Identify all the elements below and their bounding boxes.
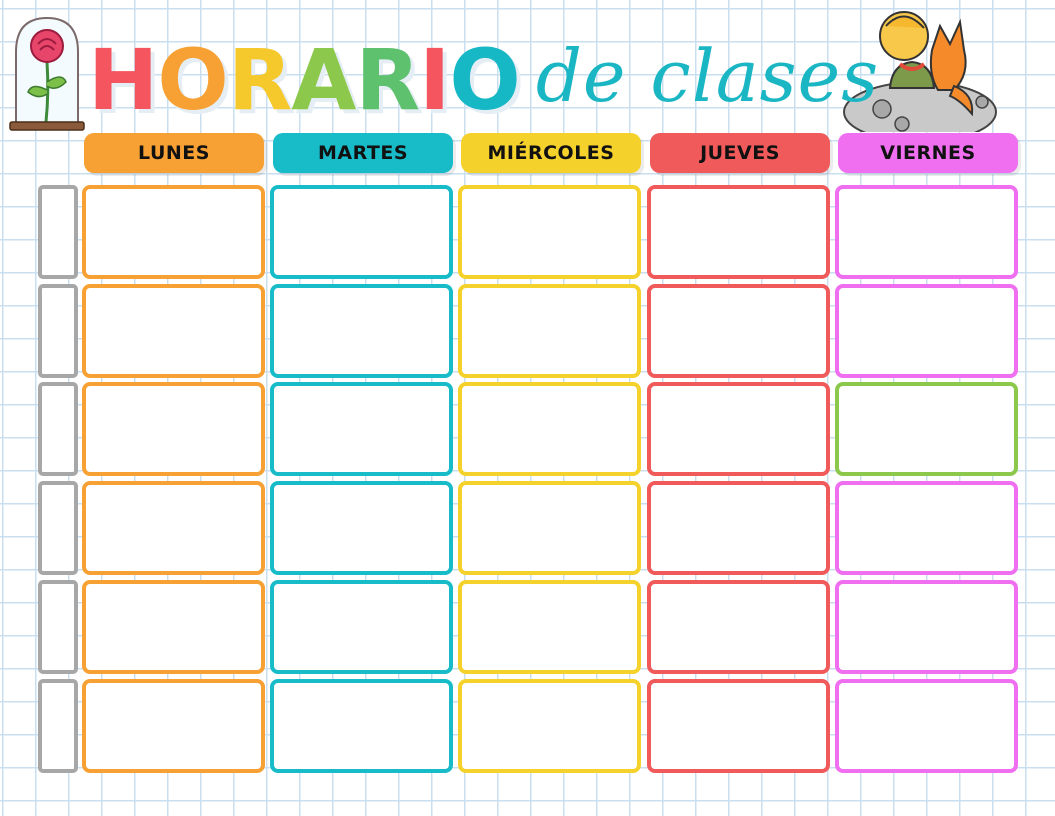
time-slot-4[interactable] bbox=[38, 481, 78, 575]
day-header-martes: MARTES bbox=[273, 133, 453, 173]
class-cell-lunes-2[interactable] bbox=[82, 284, 265, 378]
time-slot-5[interactable] bbox=[38, 580, 78, 674]
class-cell-lunes-3[interactable] bbox=[82, 382, 265, 476]
class-cell-jueves-5[interactable] bbox=[647, 580, 830, 674]
title-letter: A bbox=[291, 31, 356, 129]
class-cell-miercoles-5[interactable] bbox=[458, 580, 641, 674]
class-cell-martes-2[interactable] bbox=[270, 284, 453, 378]
title-subtitle: de clases bbox=[535, 34, 880, 118]
title-letter: R bbox=[355, 31, 420, 129]
class-cell-martes-5[interactable] bbox=[270, 580, 453, 674]
class-cell-martes-6[interactable] bbox=[270, 679, 453, 773]
class-cell-lunes-5[interactable] bbox=[82, 580, 265, 674]
class-cell-martes-3[interactable] bbox=[270, 382, 453, 476]
class-cell-viernes-3[interactable] bbox=[835, 382, 1018, 476]
class-cell-miercoles-3[interactable] bbox=[458, 382, 641, 476]
title-letter: H bbox=[88, 31, 158, 129]
class-cell-jueves-1[interactable] bbox=[647, 185, 830, 279]
class-cell-martes-4[interactable] bbox=[270, 481, 453, 575]
time-slot-6[interactable] bbox=[38, 679, 78, 773]
day-header-jueves: JUEVES bbox=[650, 133, 830, 173]
time-slot-1[interactable] bbox=[38, 185, 78, 279]
class-cell-martes-1[interactable] bbox=[270, 185, 453, 279]
class-cell-jueves-3[interactable] bbox=[647, 382, 830, 476]
class-cell-lunes-1[interactable] bbox=[82, 185, 265, 279]
class-cell-jueves-2[interactable] bbox=[647, 284, 830, 378]
class-cell-miercoles-1[interactable] bbox=[458, 185, 641, 279]
title-letter: O bbox=[157, 31, 228, 129]
class-cell-miercoles-6[interactable] bbox=[458, 679, 641, 773]
title-letter: R bbox=[227, 31, 292, 129]
time-slot-2[interactable] bbox=[38, 284, 78, 378]
class-cell-jueves-6[interactable] bbox=[647, 679, 830, 773]
page-title bbox=[88, 22, 880, 129]
class-cell-viernes-1[interactable] bbox=[835, 185, 1018, 279]
class-cell-viernes-2[interactable] bbox=[835, 284, 1018, 378]
day-header-miercoles: MIÉRCOLES bbox=[461, 133, 641, 173]
class-cell-viernes-4[interactable] bbox=[835, 481, 1018, 575]
time-slot-3[interactable] bbox=[38, 382, 78, 476]
class-cell-miercoles-2[interactable] bbox=[458, 284, 641, 378]
day-header-viernes: VIERNES bbox=[838, 133, 1018, 173]
class-cell-jueves-4[interactable] bbox=[647, 481, 830, 575]
class-cell-viernes-5[interactable] bbox=[835, 580, 1018, 674]
title-letter: O bbox=[449, 31, 520, 129]
rose-in-glass-dome-icon bbox=[8, 12, 86, 132]
class-cell-miercoles-4[interactable] bbox=[458, 481, 641, 575]
class-cell-lunes-4[interactable] bbox=[82, 481, 265, 575]
day-header-lunes: LUNES bbox=[84, 133, 264, 173]
class-cell-viernes-6[interactable] bbox=[835, 679, 1018, 773]
class-cell-lunes-6[interactable] bbox=[82, 679, 265, 773]
title-main bbox=[88, 31, 520, 129]
title-letter: I bbox=[419, 31, 450, 129]
